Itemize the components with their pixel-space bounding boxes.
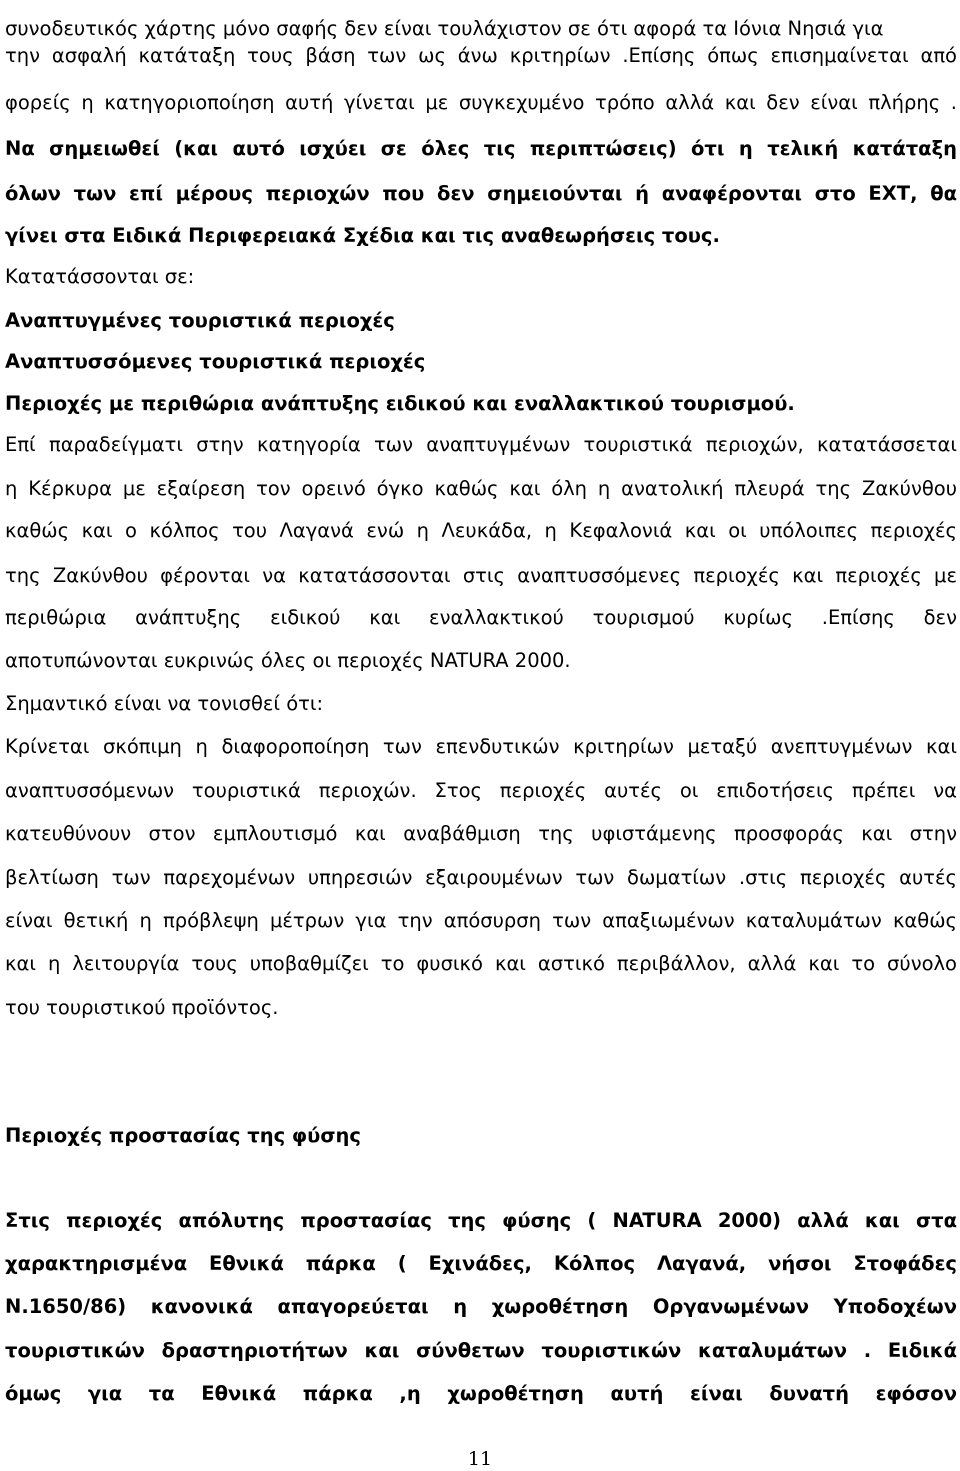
text-line: καθώς και ο κόλπος του Λαγανά ενώ η Λευκάδα, η Κεφαλονιά και οι υπόλοιπες περιοχές <box>5 519 957 542</box>
text-line: και η λειτουργία τους υποβαθμίζει το φυσικό και αστικό περιβάλλον, αλλά και το σύνολο <box>5 952 957 975</box>
text-line: χαρακτηρισμένα Εθνικά πάρκα ( Εχινάδες, Κόλπος Λαγανά, νήσοι Στοφάδες <box>5 1252 957 1275</box>
text-line: κατευθύνουν στον εμπλουτισμό και αναβάθμιση της υφιστάμενης προσφοράς και στην <box>5 822 957 845</box>
text-line: όμως για τα Εθνικά πάρκα ,η χωροθέτηση αυτή είναι δυνατή εφόσον <box>5 1382 957 1405</box>
text-line: Κρίνεται σκόπιμη η διαφοροποίηση των επενδυτικών κριτηρίων μεταξύ ανεπτυγμένων και <box>5 735 957 758</box>
page-number: 11 <box>467 1448 493 1470</box>
text-line: είναι θετική η πρόβλεψη μέτρων για την απόσυρση των απαξιωμένων καταλυμάτων καθώς <box>5 909 957 932</box>
text-line: Ν.1650/86) κανονικά απαγορεύεται η χωροθέτηση Οργανωμένων Υποδοχέων <box>5 1295 957 1318</box>
text-line: συνοδευτικός χάρτης μόνο σαφής δεν είναι τουλάχιστον σε ότι αφορά τα Ιόνια Νησιά για <box>5 17 884 40</box>
text-line: αποτυπώνονται ευκρινώς όλες οι περιοχές NATURA 2000. <box>5 649 571 672</box>
text-line: Σημαντικό είναι να τονισθεί ότι: <box>5 692 324 715</box>
text-line: Κατατάσσονται σε: <box>5 265 195 288</box>
text-line: η Κέρκυρα με εξαίρεση τον ορεινό όγκο καθώς και όλη η ανατολική πλευρά της Ζακύνθου <box>5 477 957 500</box>
text-line: του τουριστικού προϊόντος. <box>5 996 279 1019</box>
text-line: Επί παραδείγματι στην κατηγορία των αναπτυγμένων τουριστικά περιοχών, κατατάσσεται <box>5 433 957 456</box>
text-line: φορείς η κατηγοριοποίηση αυτή γίνεται με συγκεχυμένο τρόπο αλλά και δεν είναι πλήρης . <box>5 91 957 114</box>
text-line: την ασφαλή κατάταξη τους βάση των ως άνω κριτηρίων .Επίσης όπως επισημαίνεται από <box>5 44 957 67</box>
section-heading: Περιοχές προστασίας της φύσης <box>5 1124 361 1147</box>
text-line: βελτίωση των παρεχομένων υπηρεσιών εξαιρουμένων των δωματίων .στις περιοχές αυτές <box>5 866 957 889</box>
text-line: Στις περιοχές απόλυτης προστασίας της φύσης ( NATURA 2000) αλλά και στα <box>5 1209 957 1232</box>
list-item: Περιοχές με περιθώρια ανάπτυξης ειδικού και εναλλακτικού τουρισμού. <box>5 392 795 415</box>
text-line: περιθώρια ανάπτυξης ειδικού και εναλλακτικού τουρισμού κυρίως .Επίσης δεν <box>5 606 957 629</box>
list-item: Αναπτυσσόμενες τουριστικά περιοχές <box>5 350 426 373</box>
text-line: της Ζακύνθου φέρονται να κατατάσσονται στις αναπτυσσόμενες περιοχές και περιοχές με <box>5 564 957 587</box>
text-line: όλων των επί μέρους περιοχών που δεν σημειούνται ή αναφέρονται στο ΕΧΤ, θα <box>5 182 957 205</box>
list-item: Αναπτυγμένες τουριστικά περιοχές <box>5 309 395 332</box>
text-line: γίνει στα Ειδικά Περιφερειακά Σχέδια και τις αναθεωρήσεις τους. <box>5 224 720 247</box>
text-line: αναπτυσσόμενων τουριστικά περιοχών. Στος περιοχές αυτές οι επιδοτήσεις πρέπει να <box>5 779 957 802</box>
text-line: Να σημειωθεί (και αυτό ισχύει σε όλες τις περιπτώσεις) ότι η τελική κατάταξη <box>5 137 957 160</box>
text-line: τουριστικών δραστηριοτήτων και σύνθετων τουριστικών καταλυμάτων . Ειδικά <box>5 1339 957 1362</box>
